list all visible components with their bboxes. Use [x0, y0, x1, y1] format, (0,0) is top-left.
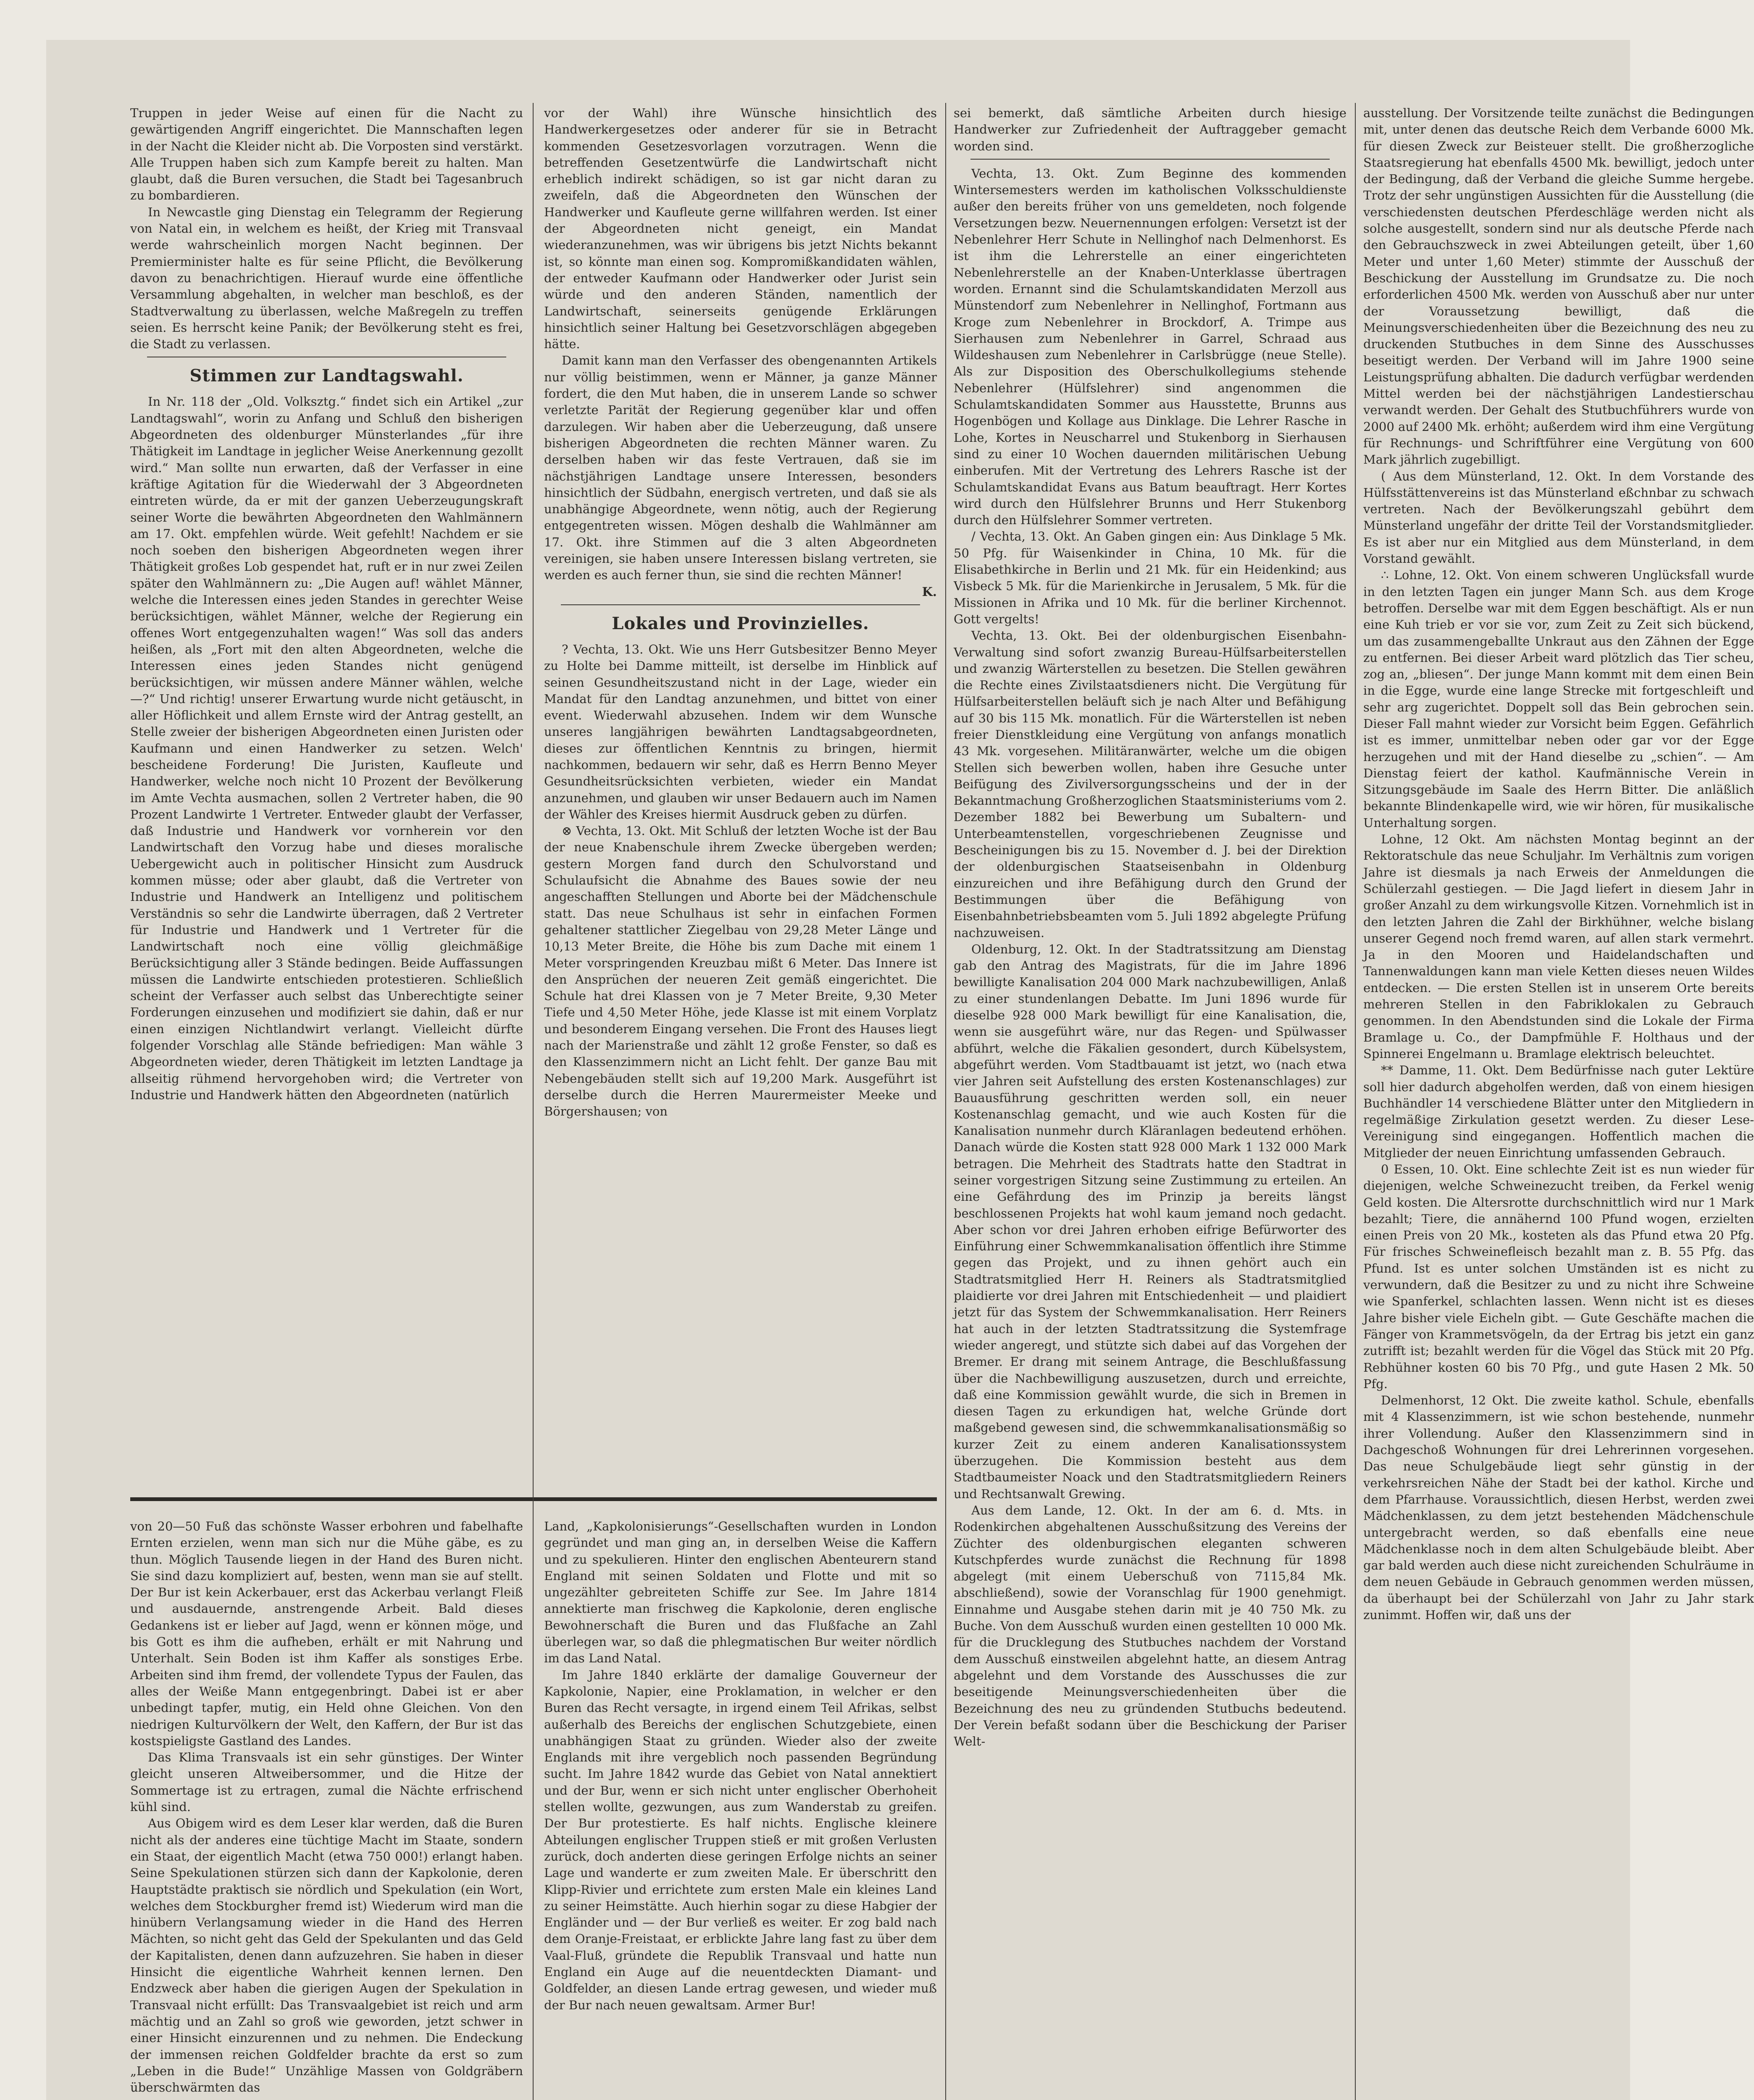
article-paragraph: ⊗ Vechta, 13. Okt. Mit Schluß der letzten Woche ist der Bau der neue Knabenschule ihrem Zwecke übergeben werden; gestern Morgen fand durch den Schulvorstand und Schulaufsicht die Abnahme des Baues sowie der neu angeschafften Stellungen und Aborte bei der Mädchenschule statt. Das neue Schulhaus ist sehr in einfachen Formen gehaltener stattlicher Ziegelbau von 29,28 Meter Länge und 10,13 Meter Breite, die Höhe bis zum Dache mit einem 1 Meter vorspringenden Kreuzbau mißt 6 Meter. Das Innere ist den Ansprüchen der neueren Zeit gemäß eingerichtet. Die Schule hat drei Klassen von je 7 Meter Breite, 9,30 Meter Tiefe und 4,50 Meter Höhe, jede Klasse ist mit einem Vorplatz und besonderem Eingang versehen. Die Front des Hauses liegt nach der Marienstraße und zählt 12 große Fenster, so daß es den Klassenzimmern nicht an Licht fehlt. Der ganze Bau mit Nebengebäuden stellt sich auf 19,200 Mark. Ausgeführt ist derselbe durch die Herren Maurermeister Meeke und Börgershausen; von: [544, 824, 937, 1119]
column-rule: [1355, 103, 1356, 2100]
article-paragraph: ausstellung. Der Vorsitzende teilte zunächst die Bedingungen mit, unter denen das deutsche Reich dem Verbande 6000 Mk. für diesen Zweck zur Beisteuer stellt. Die großherzogliche Staatsregierung hat ebenfalls 4500 Mk. bewilligt, jedoch unter der Bedingung, daß der Verband die gleiche Summe hergebe. Trotz der sehr ungünstigen Aussichten für die Ausstellung (die verschiedensten deutschen Pferdeschläge werden nicht als solche ausgestellt, sondern sind nur als deutsche Pferde nach den Gebrauchszweck in zwei Abteilungen geteilt, über 1,60 Meter und unter 1,60 Meter) stimmte der Ausschuß der Beschickung der Ausstellung im Grundsatze zu. Die noch erforderlichen 4500 Mk. werden von Ausschuß aber nur unter der Voraussetzung bewilligt, daß die Meinungsverschiedenheiten über die Bezeichnung des neu zu druckenden Stutbuches in dem Sinne des Ausschusses beseitigt werden. Der Verband will im Jahre 1900 seine Leistungsprüfung abhalten. Die dadurch verfügbar werdenden Mittel werden bei der nächstjährigen Landestierschau verwandt werden. Der Gehalt des Stutbuchführers wurde von 2000 auf 2400 Mk. erhöht; außerdem wird ihm eine Vergütung für Rechnungs- und Schriftführer eine Vergütung von 600 Mark jährlich zugebilligt.: [1363, 106, 1754, 467]
article-paragraph: Das Klima Transvaals ist ein sehr günstiges. Der Winter gleicht unseren Altweibersommer, und die Hitze der Sommertage ist zu ertragen, zumal die Nächte erfrischend kühl sind.: [130, 1750, 523, 1814]
column-4: [1363, 105, 1754, 2100]
column-2-lower: [544, 1518, 937, 2100]
article-paragraph: Aus Obigem wird es dem Leser klar werden, daß die Buren nicht als der anderes eine tüchtige Macht im Staate, sondern ein Staat, der eigentlich Macht (etwa 750 000!) erlangt haben. Seine Spekulationen stürzen sich dann der Kapkolonie, deren Hauptstädte praktisch sie nördlich und Spekulation (ein Wort, welches dem Stockburgher fremd ist) Wiederum wird man die hinübern Verlangsamung wieder in die Hand des Herren Mächten, so nicht geht das Geld der Spekulanten und das Geld der Kapitalisten, denen dann aufzuzehren. Sie haben in dieser Hinsicht die eigentliche Wahrheit kennen lernen. Den Endzweck aber haben die gierigen Augen der Spekulation in Transvaal nicht erfüllt: Das Transvaalgebiet ist reich und arm mächtig und an Zahl so groß wie geworden, jetzt schwer in einer Hinsicht einzurennen und zu nehmen. Die Endeckung der immensen reichen Goldfelder brachte da erst so zum „Leben in die Bude!“ Unzählige Massen von Goldgräbern überschwärmten das: [130, 1816, 523, 2095]
article-paragraph: Aus dem Lande, 12. Okt. In der am 6. d. Mts. in Rodenkirchen abgehaltenen Ausschußsitzung des Vereins der Züchter des oldenburgischen eleganten schweren Kutschpferdes wurde zunächst die Rechnung für 1898 abgelegt (mit einem Ueberschuß von 7115,84 Mk. abschließend), sowie der Voranschlag für 1900 genehmigt. Einnahme und Ausgabe stehen darin mit je 40 750 Mk. zu Buche. Von dem Ausschuß wurden einen gestellten 10 000 Mk. für die Drucklegung des Stutbuches nachdem der Vorstand dem Ausschuß einstweilen abgelehnt hatte, an diesem Antrag abgelehnt und dem Vorstande des Ausschusses die zur beseitigende Meinungsverschiedenheiten über die Bezeichnung des neu zu gründenden Stutbuchs bedeutend. Der Verein befaßt sodann über die Beschickung der Pariser Welt-: [954, 1503, 1346, 1749]
article-paragraph: Delmenhorst, 12 Okt. Die zweite kathol. Schule, ebenfalls mit 4 Klassenzimmern, ist wie schon bestehende, nunmehr ihrer Vollendung. Außer den Klassenzimmern sind in Dachgeschoß Wohnungen für drei Lehrerinnen vorgesehen. Das neue Schulgebäude liegt sehr günstig in der verkehrsreichen Nähe der Stadt bei der kathol. Kirche und dem Pfarrhause. Voraussichtlich, diesen Herbst, werden zwei Mädchenklassen, zu dem jetzt bestehenden Mädchenschule untergebracht werden, so daß ebenfalls eine neue Mädchenklasse noch in dem alten Schulgebäude bleibt. Aber gar bald werden auch diese nicht zureichenden Schulräume in dem neuen Gebäude in Gebrauch genommen werden müssen, da überhaupt bei der Schülerzahl von Jahr zu Jahr stark zunimmt. Hoffen wir, daß uns der: [1363, 1393, 1754, 1622]
author-signature: K.: [922, 584, 937, 599]
article-paragraph: / Vechta, 13. Okt. An Gaben gingen ein: Aus Dinklage 5 Mk. 50 Pfg. für Waisenkinder in China, 10 Mk. für die Elisabethkirche in Berlin und 21 Mk. für ein Heidenkind; aus Visbeck 5 Mk. für die Marienkirche in Jerusalem, 5 Mk. für die Missionen in Afrika und 10 Mk. für die berliner Kirchennot. Gott vergelts!: [954, 529, 1346, 626]
article-paragraph: Damit kann man den Verfasser des obengenannten Artikels nur völlig beistimmen, wenn er Männer, ja ganze Männer fordert, die den Mut haben, die in unserem Lande so schwer verletzte Parität der Regierung gegenüber klar und offen darzulegen. Wir haben aber die Ueberzeugung, daß unsere bisherigen Abgeordneten die rechten Männer waren. Zu derselben haben wir das feste Vertrauen, daß sie im nächstjährigen Landtage unsere Interessen, besonders hinsichtlich der Südbahn, energisch vertreten, und daß sie als unabhängige Abgeordnete, wenn nötig, auch der Regierung entgegentreten wissen. Mögen deshalb die Wahlmänner am 17. Okt. ihre Stimmen auf die 3 alten Abgeordneten vereinigen, sie haben unsere Interessen bislang vertreten, sie werden es auch ferner thun, sie sind die rechten Männer!: [544, 353, 937, 583]
article-paragraph: Oldenburg, 12. Okt. In der Stadtratssitzung am Dienstag gab den Antrag des Magistrats, für die im Jahre 1896 bewilligte Kanalisation 204 000 Mark nachzubewilligen, Anlaß zu einer stundenlangen Debatte. Im Juni 1896 wurde für dieselbe 928 000 Mark bewilligt für eine Kanalisation, die, wenn sie ausgeführt wäre, nur das Regen- und Spülwasser abführt, welche die Fäkalien gesondert, durch Kübelsystem, abgeführt werden. Vom Stadtbauamt ist jetzt, wo (nach etwa vier Jahren seit Aufstellung des ersten Kostenanschlages) zur Bauausführung geschritten werden soll, ein neuer Kostenanschlag gemacht, und wie auch Kosten für die Kanalisation nunmehr durch Kläranlagen bedeutend erhöhen. Danach würde die Kosten statt 928 000 Mark 1 132 000 Mark betragen. Die Mehrheit des Stadtrats hatte den Stadtrat in seiner vorgestrigen Sitzung seine Zustimmung zu erteilen. An eine Gefährdung des im Prinzip ja bereits längst beschlossenen Projekts hat wohl kaum jemand noch gedacht. Aber schon vor drei Jahren erhoben eifrige Befürworter des Einführung einer Schwemmkanalisation öffentlich ihre Stimme gegen das Projekt, und zu ihnen gehört auch ein Stadtratsmitglied Herr H. Reiners als Stadtratsmitglied plaidierte vor drei Jahren mit Entschiedenheit — und plaidiert jetzt für das System der Schwemmkanalisation. Herr Reiners hat auch in der letzten Stadtratssitzung die Systemfrage wieder angeregt, und stützte sich dabei auf das Vorgehen der Bremer. Er drang mit seinem Antrage, die Beschlußfassung über die Nachbewilligung auszusetzen, durch und erreichte, daß eine Kommission gewählt wurde, die sich in Bremen in diesen Tagen zu erkundigen hat, welche Gründe dort maßgebend gewesen sind, die schwemmkanalisationsmäßig so kurzer Zeit zu einem anderen Kanalisationssystem überzugehen. Die Kommission besteht aus dem Stadtbaumeister Noack und den Stadtratsmitgliedern Reiners und Rechtsanwalt Grewing.: [954, 942, 1346, 1501]
article-paragraph: vor der Wahl) ihre Wünsche hinsichtlich des Handwerkergesetzes oder anderer für sie in Betracht kommenden Gesetzesvorlagen vorzutragen. Wenn die betreffenden Gesetzentwürfe die Landwirtschaft nicht erheblich indirekt schädigen, so ist gar nicht daran zu zweifeln, daß die Abgeordneten den Wünschen der Handwerker und Kaufleute gerne willfahren werden. Ist einer der Abgeordneten nicht geneigt, ein Mandat wiederanzunehmen, was wir übrigens bis jetzt Nichts bekannt ist, so könnte man einen sog. Kompromißkandidaten wählen, der entweder Kaufmann oder Handwerker oder Jurist sein würde und den anderen Ständen, namentlich der Landwirtschaft, seinerseits genügende Erklärungen hinsichtlich seiner Haltung bei Gesetzvorschlägen abgegeben hätte.: [544, 106, 937, 352]
column-3: [954, 105, 1346, 2100]
newspaper-page: [46, 40, 1754, 2100]
article-paragraph: ( Aus dem Münsterland, 12. Okt. In dem Vorstande des Hülfsstättenvereins ist das Münsterland eßchnbar zu schwach vertreten. Nach der Bevölkerungszahl gebührt dem Münsterland ungefähr der dritte Teil der Vorstandsmitglieder. Es ist aber nur ein Mitglied aus dem Münsterland, in dem Vorstand gewählt.: [1363, 469, 1754, 566]
column-divider: [970, 159, 1330, 160]
article-paragraph: ** Damme, 11. Okt. Dem Bedürfnisse nach guter Lektüre soll hier dadurch abgeholfen werden, daß von einem hiesigen Buchhändler 14 verschiedene Blätter unter den Mitgliedern in regelmäßige Zirkulation gesetzt werden. Zu dieser Lese-Vereinigung sind eingegangen. Hoffentlich machen die Mitglieder der neuen Einrichtung umfassenden Gebrauch.: [1363, 1063, 1754, 1160]
article-paragraph: Vechta, 13. Okt. Bei der oldenburgischen Eisenbahn-Verwaltung sind sofort zwanzig Bureau-Hülfsarbeiterstellen und zwanzig Wärterstellen zu besetzen. Die Stellen gewähren die Rechte eines Zivilstaatsdieners nicht. Die Vergütung für Hülfsarbeiterstellen beläuft sich je nach Alter und Befähigung auf 30 bis 115 Mk. monatlich. Für die Wärterstellen ist neben freier Dienstkleidung eine Vergütung von anfangs monatlich 43 Mk. vorgesehen. Militäranwärter, welche um die obigen Stellen sich bewerben wollen, haben ihre Gesuche unter Beifügung des Zivilversorgungsscheins und der in der Bekanntmachung Großherzoglichen Staatsministeriums vom 2. Dezember 1882 bei Bewerbung um Subaltern- und Unterbeamtenstellen, vorgeschriebenen Zeugnisse und Bescheinigungen bis zu 15. November d. J. bei der Direktion der oldenburgischen Staatseisenbahn in Oldenburg einzureichen und ihre Befähigung durch den Grund der Bestimmungen über die Befähigung von Eisenbahnbetriebsbeamten vom 5. Juli 1892 abgelegte Prüfung nachzuweisen.: [954, 628, 1346, 940]
article-paragraph: Vechta, 13. Okt. Zum Beginne des kommenden Wintersemesters werden im katholischen Volksschuldienste außer den bereits früher von uns gemeldeten, noch folgende Versetzungen bezw. Neuernennungen erfolgen: Versetzt ist der Nebenlehrer Herr Schute in Nellinghof nach Delmenhorst. Es ist ihm die Lehrerstelle an einer eingerichteten Nebenlehrerstelle an der Knaben-Unterklasse übertragen worden. Ernannt sind die Schulamtskandidaten Merzoll aus Münstendorf zum Nebenlehrer in Nellinghof, Fortmann aus Kroge zum Nebenlehrer in Brockdorf, A. Trimpe aus Sierhausen zum Nebenlehrer in Garrel, Schraad aus Wildeshausen zum Nebenlehrer in Carlsbrügge (neue Stelle). Als zur Disposition des Oberschulkollegiums stehende Nebenlehrer (Hülfslehrer) sind angenommen die Schulamtskandidaten Sommer aus Hausstette, Brunns aus Hogenbögen und Kollage aus Dinklage. Die Lehrer Rasche in Lohe, Kortes in Neuscharrel und Stukenborg in Sierhausen sind zu einer 10 Wochen dauernden militärischen Uebung einberufen. Mit der Vertretung des Lehrers Rasche ist der Schulamtskandidat Evans aus Batum beauftragt. Herr Kortes wird durch den Hülfslehrer Brunns und Herr Stukenborg durch den Hülfslehrer Sommer vertreten.: [954, 166, 1346, 528]
article-paragraph: Land, „Kapkolonisierungs“-Gesellschaften wurden in London gegründet und man ging an, in derselben Weise die Kaffern und zu spekulieren. Hinter den englischen Abenteurern stand England mit seinen Soldaten und Flotte und mit so ungezählter gebreiteten Schiffe zur See. Im Jahre 1814 annektierte man frischweg die Kapkolonie, deren englische Bewohnerschaft die Buren und das Flußfache an Zahl überlegen war, so daß die phlegmatischen Bur weiter nördlich im das Land Natal.: [544, 1519, 937, 1666]
article-paragraph: In Newcastle ging Dienstag ein Telegramm der Regierung von Natal ein, in welchem es heißt, der Krieg mit Transvaal werde wahrscheinlich morgen Nacht beginnen. Der Premierminister halte es für seine Pflicht, die Bevölkerung davon zu benachrichtigen. Hierauf wurde eine öffentliche Versammlung abgehalten, in welcher man beschloß, es der Stadtverwaltung zu überlassen, welche Maßregeln zu treffen seien. Es herrscht keine Panik; der Bevölkerung steht es frei, die Stadt zu verlassen.: [130, 205, 523, 352]
article-paragraph: Im Jahre 1840 erklärte der damalige Gouverneur der Kapkolonie, Napier, eine Proklamation, in welcher er den Buren das Recht versagte, in irgend einem Teil Afrikas, selbst außerhalb des Bereichs der englischen Schutzgebiete, einen unabhängigen Staat zu gründen. Wieder also der zweite Englands mit ihre vergeblich noch passenden Begründung sucht. Im Jahre 1842 wurde das Gebiet von Natal annektiert und der Bur, wenn er sich nicht unter englischer Oberhoheit stellen wollte, gezwungen, aus zum Wanderstab zu greifen. Der Bur protestierte. Es half nichts. Englische kleinere Abteilungen englischer Truppen stieß er mit großen Verlusten zurück, doch anderten diese geringen Erfolge nichts an seiner Lage und wanderte er zum zweiten Male. Er überschritt den Klipp-Rivier und errichtete zum ersten Male ein kleines Land zu seiner Heimstätte. Auch hierhin sogar zu diese Habgier der Engländer und — der Bur verließ es weiter. Er zog bald nach dem Oranje-Freistaat, er erblickte Jahre lang fast zu über dem Vaal-Fluß, gründete die Republik Transvaal und hatte nun England ein Auge auf die neuentdeckten Diamant- und Goldfelder, an diesen Lande ertrag gewesen, und wieder muß der Bur nach neuen gewaltsam. Armer Bur!: [544, 1667, 937, 2012]
column-divider: [561, 604, 920, 605]
section-heading: Stimmen zur Landtagswahl.: [189, 366, 464, 386]
article-paragraph: Truppen in jeder Weise auf einen für die Nacht zu gewärtigenden Angriff eingerichtet. Die Mannschaften legen in der Nacht die Kleider nicht ab. Die Vorposten sind verstärkt. Alle Truppen haben sich zum Kampfe bereit zu halten. Man glaubt, daß die Buren versuchen, die Stadt bei Tagesanbruch zu bombardieren.: [130, 106, 523, 203]
column-1-upper: [130, 105, 523, 1474]
column-rule: [945, 103, 946, 2100]
article-paragraph: 0 Essen, 10. Okt. Eine schlechte Zeit ist es nun wieder für diejenigen, welche Schweinezucht treiben, da Ferkel wenig Geld kosten. Die Altersrotte durchschnittlich wird nur 1 Mark bezahlt; Tiere, die annähernd 100 Pfund wogen, erzielten einen Preis von 20 Mk., kosteten als das Pfund etwa 20 Pfg. Für frisches Schweinefleisch bezahlt man z. B. 55 Pfg. das Pfund. Ist es unter solchen Umständen ist es nicht zu verwundern, daß die Besitzer zu und zu nicht ihre Schweine wie Spanferkel, schlachten lassen. Wenn nicht ist es dieses Jahre bisher viele Eicheln gibt. — Gute Geschäfte machen die Fänger von Krammetsvögeln, da der Ertrag bis jetzt ein ganz zutrifft ist; bezahlt werden für die Vögel das Stück mit 20 Pfg. Rebhühner kosten 60 bis 70 Pfg., und gute Hasen 2 Mk. 50 Pfg.: [1363, 1162, 1754, 1391]
article-paragraph: ? Vechta, 13. Okt. Wie uns Herr Gutsbesitzer Benno Meyer zu Holte bei Damme mitteilt, ist derselbe im Hinblick auf seinen Gesundheitszustand nicht in der Lage, wieder ein Mandat für den Landtag anzunehmen, und bittet von einer event. Wiederwahl abzusehen. Indem wir dem Wunsche unseres langjährigen bewährten Landtagsabgeordneten, dieses zur öffentlichen Kenntnis zu bringen, hiermit nachkommen, bedauern wir sehr, daß es Herrn Benno Meyer Gesundheitsrücksichten verbieten, wieder ein Mandat anzunehmen, und glauben wir unser Bedauern auch im Namen der Wähler des Kreises hiermit Ausdruck geben zu dürfen.: [544, 642, 937, 822]
column-1-lower: [130, 1518, 523, 2100]
article-paragraph: Lohne, 12 Okt. Am nächsten Montag beginnt an der Rektoratschule das neue Schuljahr. Im Verhältnis zum vorigen Jahre ist diesmals ja nach Erweis der Anmeldungen die Schülerzahl gestiegen. — Die Jagd liefert in diesem Jahr in großer Anzahl zu dem wirkungsvolle Kitzen. Vornehmlich ist in den letzten Jahren die Zahl der Birkhühner, welche bislang unserer Gegend noch fremd waren, auf allen stark vermehrt. Ja in den Mooren und Haidelandschaften und Tannenwaldungen kann man viele Ketten dieses neuen Wildes entdecken. — Die ersten Stellen ist in unserem Orte bereits mehreren Stellen in den Fabriklokalen zu Gebrauch genommen. In den Abendstunden sind die Lokale der Firma Bramlage u. Co., der Dampfmühle F. Holthaus und der Spinnerei Engelmann u. Bramlage elektrisch beleuchtet.: [1363, 832, 1754, 1061]
column-rule: [533, 103, 534, 2100]
article-paragraph: In Nr. 118 der „Old. Volksztg.“ findet sich ein Artikel „zur Landtagswahl“, worin zu Anfang und Schluß den bisherigen Abgeordneten des oldenburger Münsterlandes „für ihre Thätigkeit im Landtage in jeglicher Weise Anerkennung gezollt wird.“ Man sollte nun erwarten, daß der Verfasser in eine kräftige Agitation für die Wiederwahl der 3 Abgeordneten eintreten würde, da er mit der ganzen Ueberzeugungskraft seiner Worte die bewährten Abgeordneten den Wahlmännern am 17. Okt. empfehlen würde. Weit gefehlt! Nachdem er sie noch soeben den bisherigen Abgeordneten wegen ihrer Thätigkeit großes Lob gespendet hat, ruft er in nur zwei Zeilen später den Wahlmännern zu: „Die Augen auf! wählet Männer, welche die Interessen eines jeden Standes in gerechter Weise berücksichtigen, wählet Männer, welche der Regierung ein offenes Wort entgegenzuhalten wagen!“ Was soll das anders heißen, als „Fort mit den alten Abgeordneten, welche die Interessen eines jeden Standes nicht genügend berücksichtigen, wir müssen andere Männer wählen, welche —?“ Und richtig! unserer Erwartung wurde nicht getäuscht, in aller Höflichkeit und allem Ernste wird der Antrag gestellt, an Stelle zweier der bisherigen Abgeordneten einen Juristen oder Kaufmann und einen Handwerker zu setzen. Welch' bescheidene Forderung! Die Juristen, Kaufleute und Handwerker, welche noch nicht 10 Prozent der Bevölkerung im Amte Vechta ausmachen, sollen 2 Vertreter haben, die 90 Prozent Landwirte 1 Vertreter. Entweder glaubt der Verfasser, daß Industrie und Handwerk vor vornherein vor den Landwirtschaft den Vorzug habe und dieses moralische Uebergewicht auch in politischer Hinsicht zum Ausdruck kommen müsse; oder aber glaubt, daß die Vertreter von Industrie und Handwerk an Intelligenz und politischem Verständnis so sehr die Landwirte überragen, daß 2 Vertreter für Industrie und Handwerk und 1 Vertreter für die Landwirtschaft noch eine völlig gleichmäßige Berücksichtigung aller 3 Stände bedingen. Beide Auffassungen müssen die Landwirte entschieden protestieren. Schließlich scheint der Verfasser auch selbst das Unberechtigte seiner Forderungen einzusehen und modifiziert sie dahin, daß er nur einen einzigen Nichtlandwirt verlangt. Vielleicht dürfte folgender Vorschlag alle Stände befriedigen: Man wähle 3 Abgeordneten wieder, deren Thätigkeit im letzten Landtage ja allseitig rühmend hervorgehoben wird; die Vertreter von Industrie und Handwerk hätten den Abgeordneten (natürlich: [130, 394, 523, 1102]
article-paragraph: sei bemerkt, daß sämtliche Arbeiten durch hiesige Handwerker zur Zufriedenheit der Auftraggeber gemacht worden sind.: [954, 106, 1346, 153]
column-2-upper: [544, 105, 937, 1474]
section-rule: [130, 1497, 937, 1501]
article-paragraph: ∴ Lohne, 12. Okt. Von einem schweren Unglücksfall wurde in den letzten Tagen ein junger Mann Sch. aus dem Kroge betroffen. Derselbe war mit dem Eggen beschäftigt. Als er nun eine Kuh trieb er vor sie vor, zum Zeit zu Zeit sich bückend, um das zusammengeballte Unkraut aus den Zähnen der Egge zu entfernen. Bei dieser Arbeit ward plötzlich das Tier scheu, zog an, „bliesen“. Der junge Mann kommt mit dem einen Bein in die Egge, wurde eine lange Strecke mit fortgeschleift und sehr arg zugerichtet. Doppelt soll das Bein gebrochen sein. Dieser Fall mahnt wieder zur Vorsicht beim Eggen. Gefährlich ist es immer, unmittelbar neben oder gar vor der Egge herzugehen und mit der Hand dieselbe zu „schien“. — Am Dienstag feiert der kathol. Kaufmännische Verein in Sitzungsgebäude im Saale des Herrn Bitter. Die anläßlich bekannte Blindenkapelle wird, wie wir hören, für musikalische Unterhaltung sorgen.: [1363, 568, 1754, 830]
section-heading: Lokales und Provinzielles.: [612, 613, 869, 633]
article-paragraph: von 20—50 Fuß das schönste Wasser erbohren und fabelhafte Ernten erzielen, wenn man sich nur die Mühe gäbe, es zu thun. Möglich Tausende liegen in der Hand des Buren nicht. Sie sind dazu kompliziert auf, besten, wenn man sie auf stellt. Der Bur ist kein Ackerbauer, erst das Ackerbau verlangt Fleiß und ausdauernde, anstrengende Arbeit. Bald dieses Gedankens ist er lieber auf Jagd, wenn er können möge, und bis Gott es ihm die aufheben, erhält er mit Nahrung und Unterhalt. Sein Boden ist ihm Kaffer als sonstiges Erbe. Arbeiten sind ihm fremd, der vollendete Typus der Faulen, das alles der Weiße Mann entgegenbringt. Dabei ist er aber unbedingt tapfer, mutig, ein Held ohne Gleichen. Von den niedrigen Kulturvölkern der Welt, den Kaffern, der Bur ist das kostspieligste Gastland des Landes.: [130, 1519, 523, 1748]
